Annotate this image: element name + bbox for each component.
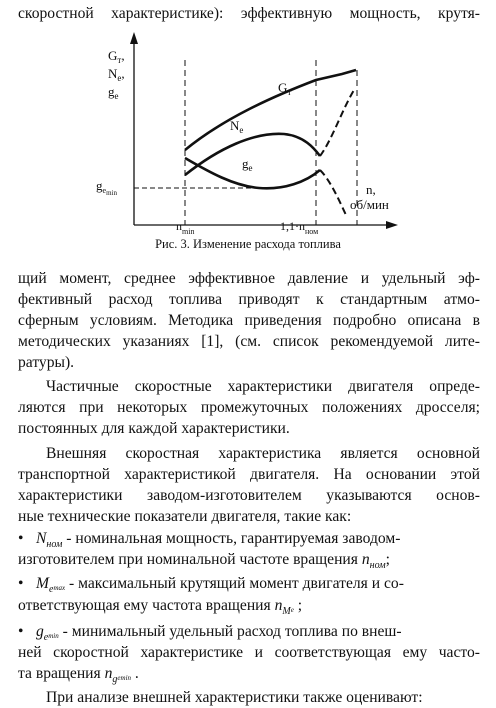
text-line: постоянных для каждой характеристики.	[18, 420, 290, 437]
y-label-Ne: $N_e$,	[108, 66, 125, 83]
text-line: транспортной характеристикой двигателя. На основании этой	[18, 466, 480, 483]
bullet-memax: • $M_e\max$ - максимальный крутящий момент двигателя и со-	[18, 575, 404, 595]
text-line: скоростной характеристике): эффективную мощность, крутя-	[18, 5, 480, 22]
y-axis-arrow	[130, 32, 138, 44]
x-label-unit: об/мин	[350, 197, 389, 212]
curve-ge-dash	[320, 170, 346, 215]
y-label-Gt: $G_т$,	[108, 48, 125, 65]
bullet-marker: •	[18, 530, 24, 547]
x-axis-arrow	[386, 221, 398, 229]
figure-caption: Рис. 3. Изменение расхода топлива	[155, 237, 341, 251]
text-line: ответствующая ему частота вращения $n_Me$ ;	[18, 597, 303, 617]
bullet-marker: •	[18, 623, 24, 640]
bullet-marker: •	[18, 575, 24, 592]
text-line: ратуры).	[18, 354, 75, 371]
text-line: фективный расход топлива приводят к стандартным атмо-	[18, 291, 480, 308]
text-line: сферным условиям. Методика приведения подробно описана в	[18, 312, 480, 329]
bullet-nnom: • $N_{ном}$ - номинальная мощность, гарантируемая заводом-	[18, 530, 401, 550]
text-line: ные технические показатели двигателя, такие как:	[18, 508, 352, 525]
text-line: изготовителем при номинальной частоте вращения $n_{ном}$;	[18, 551, 390, 571]
curve-label-Ne: $N_e$	[230, 118, 244, 135]
curve-Ne-dash	[320, 90, 354, 156]
curve-Gt	[185, 70, 356, 150]
text-line: ляются при некоторых промежуточных положениях дросселя;	[18, 399, 480, 416]
text-line: та вращения $n_gemin$ .	[18, 665, 139, 685]
y-label-ge: $g_e$	[108, 84, 119, 101]
x-label-n: n,	[366, 182, 376, 197]
bullet-gemin: • $g_e\min$ - минимальный удельный расход топлива по внеш-	[18, 623, 402, 643]
curve-label-Gt: $G_т$	[278, 80, 292, 97]
x-label-nmin: $n_{min}$	[176, 219, 195, 234]
text-line: При анализе внешней характеристики также оценивают:	[46, 689, 423, 706]
text-line: Частичные скоростные характеристики двигателя опреде-	[46, 378, 480, 395]
text-line: Внешняя скоростная характеристика является основной	[46, 445, 480, 462]
curve-ge	[185, 158, 320, 188]
text-line: методических указаниях [1], (см. список рекомендуемой лите-	[18, 333, 480, 350]
text-line: характеристики заводом-изготовителем указываются основ-	[18, 487, 480, 504]
x-label-nnom: $1,1\cdot n_{ном}$	[280, 219, 319, 234]
gemin-label: $g_e\min$	[96, 178, 117, 197]
curve-label-ge: $g_e$	[242, 156, 253, 173]
fuel-consumption-figure	[84, 30, 414, 234]
text-line: щий момент, среднее эффективное давление и удельный эф-	[18, 270, 480, 287]
text-line: ней скоростной характеристике и соответствующая ему часто-	[18, 644, 480, 661]
